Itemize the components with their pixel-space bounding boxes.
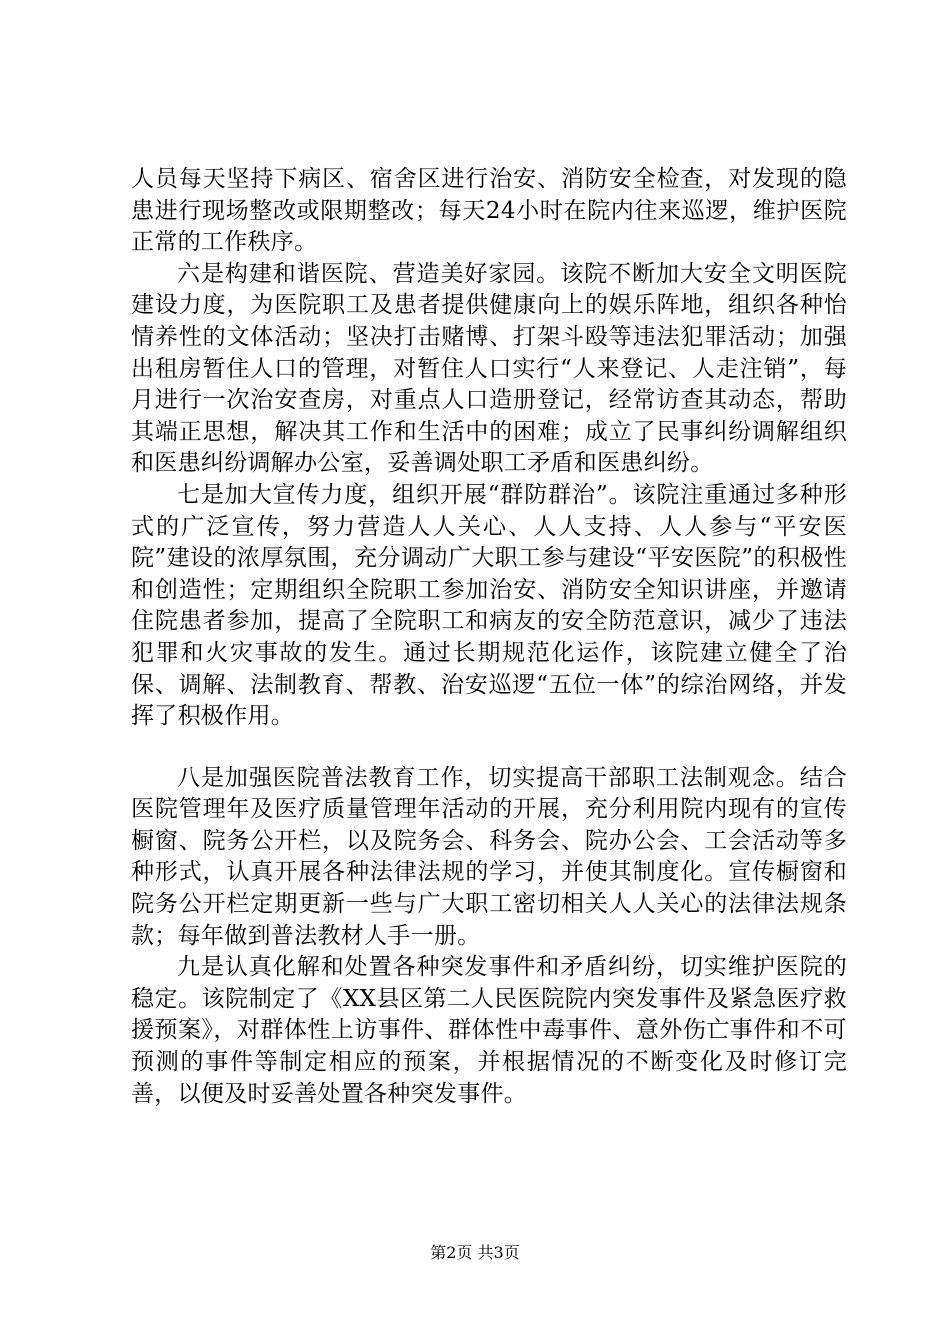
paragraph-eight-legal-education: 八是加强医院普法教育工作，切实提高干部职工法制观念。结合医院管理年及医疗质量管理年活动的开展，充分利用院内现有的宣传橱窗、院务公开栏，以及院务会、科务会、院办公会、工会活动等多种形式，认真开展各种法律法规的学习，并使其制度化。宣传橱窗和院务公开栏定期更新一些与广大职工密切相关人人关心的法律法规条款；每年做到普法教材人手一册。 xyxy=(131,764,847,949)
paragraph-nine-emergency-handling: 九是认真化解和处置各种突发事件和矛盾纠纷，切实维护医院的稳定。该院制定了《XX县区第二人民医院院内突发事件及紧急医疗救援预案》，对群体性上访事件、群体性中毒事件、意外伤亡事件和不可预测的事件等制定相应的预案，并根据情况的不断变化及时修订完善，以便及时妥善处置各种突发事件。 xyxy=(131,954,847,1107)
paragraph-spacer xyxy=(131,733,847,763)
document-body xyxy=(131,164,847,1110)
page-footer xyxy=(0,1243,950,1263)
paragraph-seven-publicity: 七是加大宣传力度，组织开展“群防群治”。该院注重通过多种形式的广泛宣传，努力营造人人关心、人人支持、人人参与“平安医院”建设的浓厚氛围，充分调动广大职工参与建设“平安医院”的积极性和创造性；定期组织全院职工参加治安、消防安全知识讲座，并邀请住院患者参加，提高了全院职工和病友的安全防范意识，减少了违法犯罪和火灾事故的发生。通过长期规范化运作，该院建立健全了治保、调解、法制教育、帮教、治安巡逻“五位一体”的综治网络，并发挥了积极作用。 xyxy=(131,481,847,730)
paragraph-six-harmonious-hospital: 六是构建和谐医院、营造美好家园。该院不断加大安全文明医院建设力度，为医院职工及患者提供健康向上的娱乐阵地，组织各种怡情养性的文体活动；坚决打击赌博、打架斗殴等违法犯罪活动；加强出租房暂住人口的管理，对暂住人口实行“人来登记、人走注销”，每月进行一次治安查房，对重点人口造册登记，经常访查其动态，帮助其端正思想，解决其工作和生活中的困难；成立了民事纠纷调解组织和医患纠纷调解办公室，妥善调处职工矛盾和医患纠纷。 xyxy=(131,260,847,477)
page-number-label: 第2页 共3页 xyxy=(430,1243,520,1262)
paragraph-patrol-continuation: 人员每天坚持下病区、宿舍区进行治安、消防安全检查，对发现的隐患进行现场整改或限期整改；每天24小时在院内往来巡逻，维护医院正常的工作秩序。 xyxy=(131,166,847,256)
